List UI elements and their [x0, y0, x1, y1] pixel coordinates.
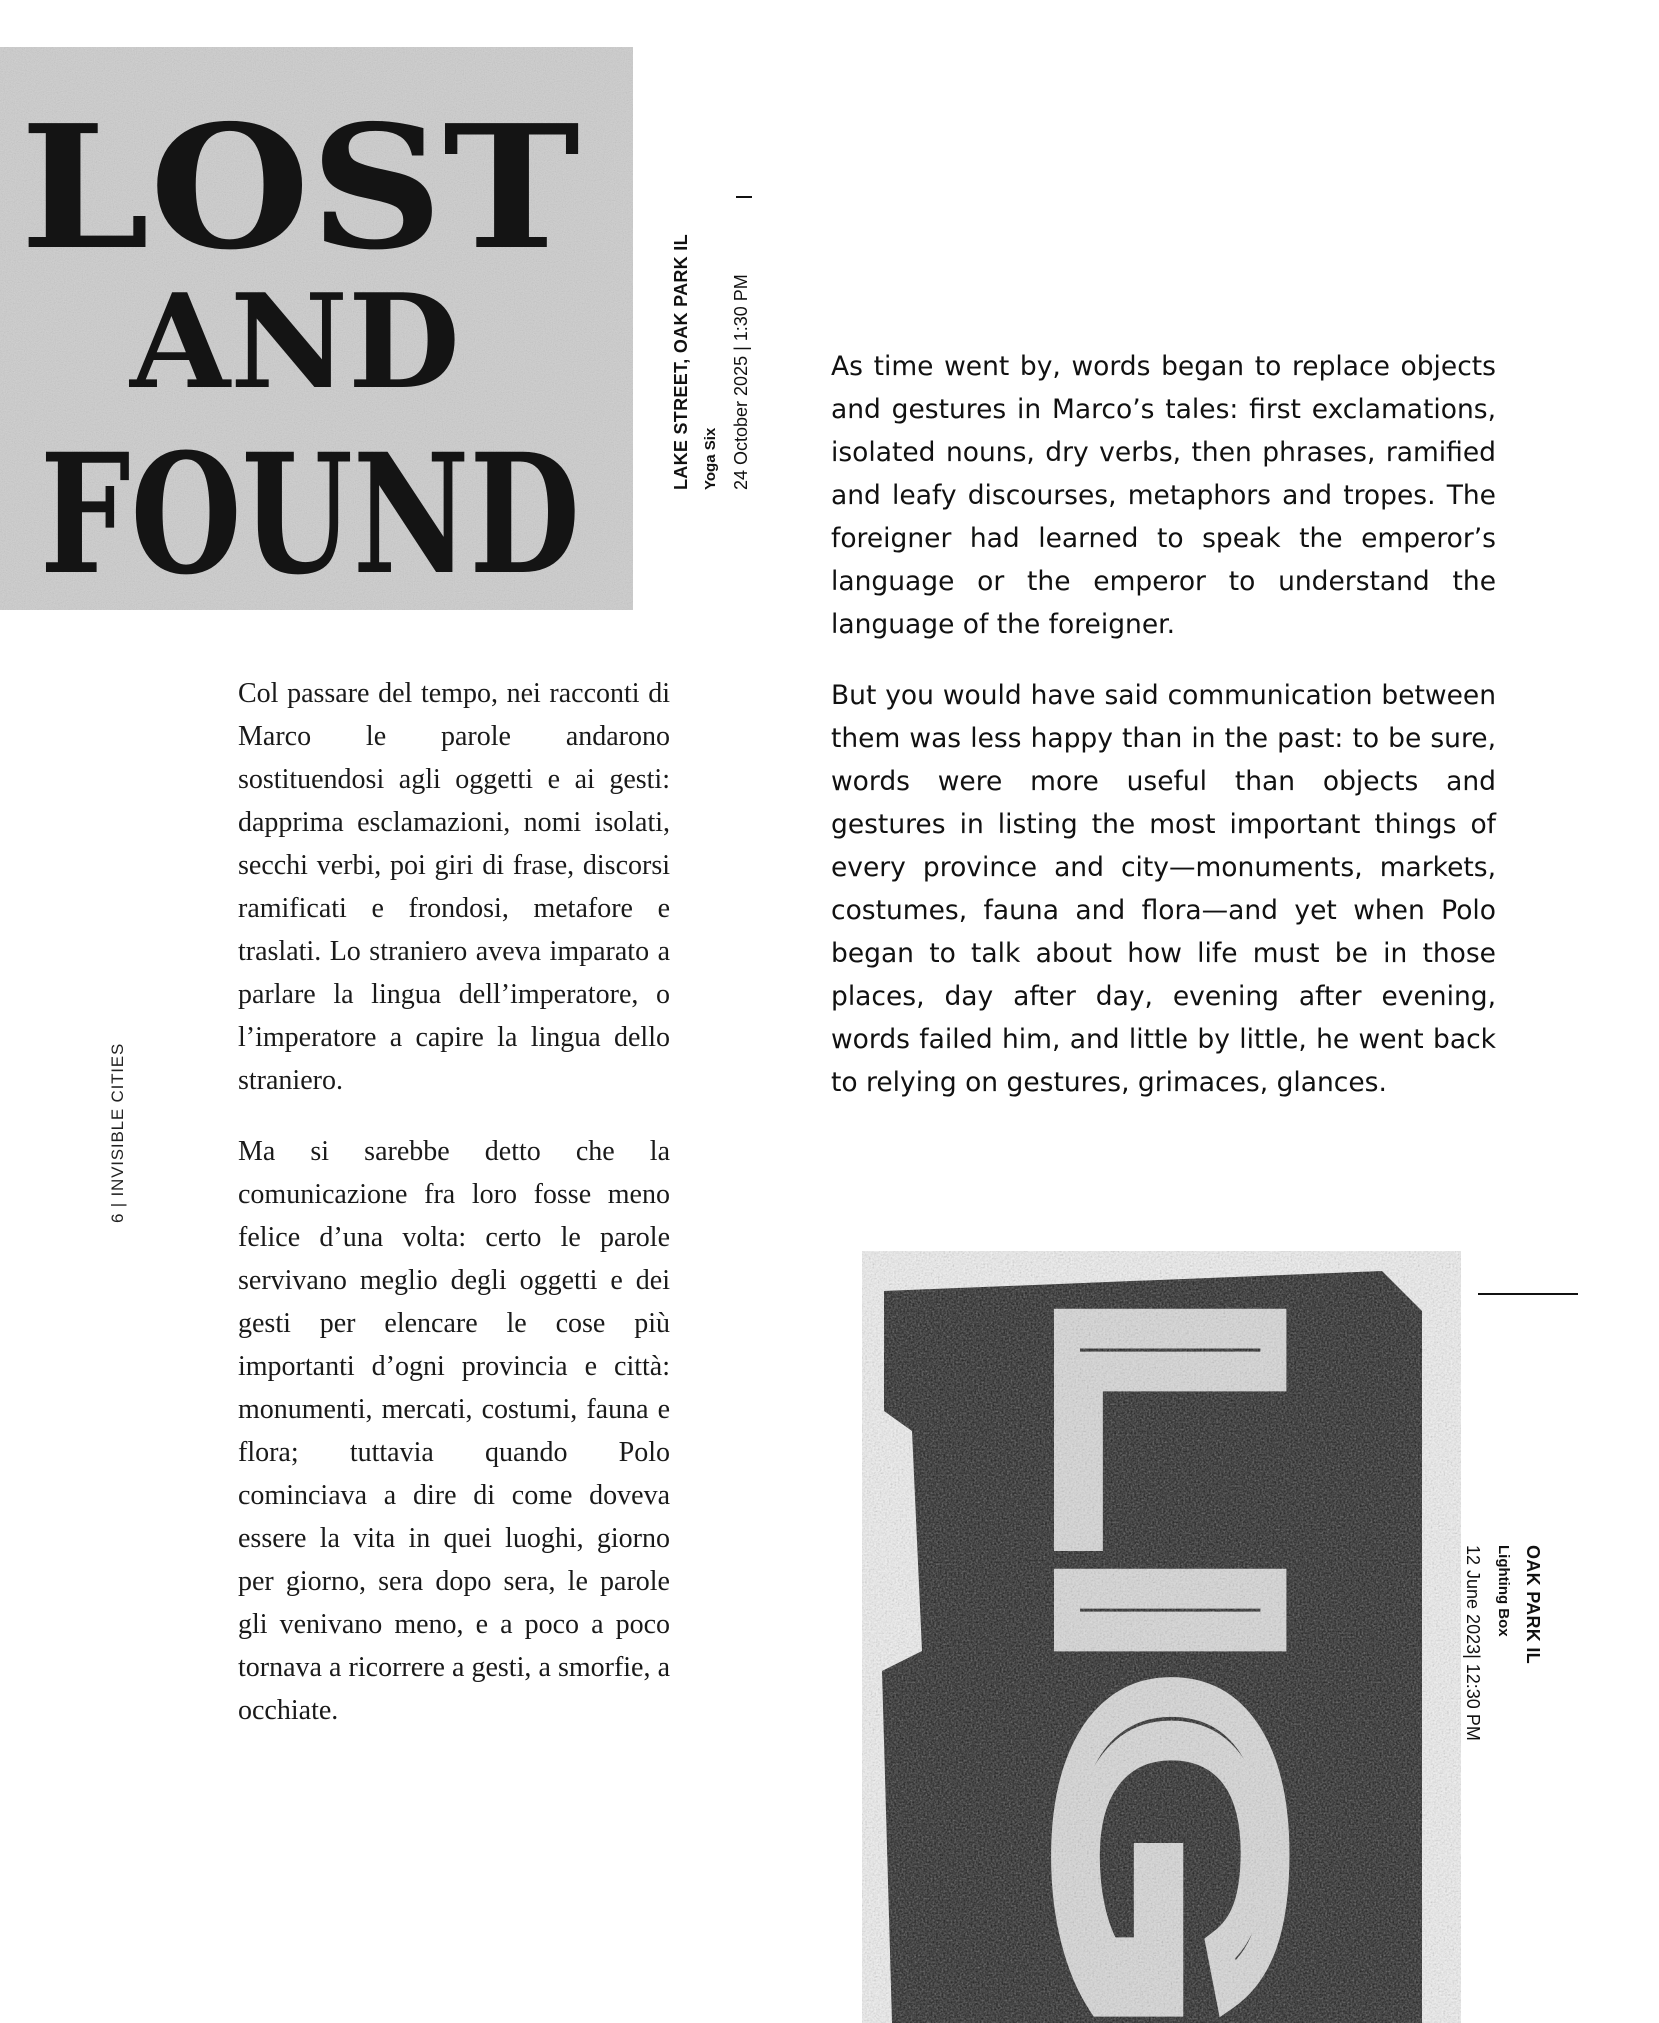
english-text-column: [831, 345, 1496, 1132]
english-paragraph-2: But you would have said communication between them was less happy than in the past: to be sure, words were more useful than objects and gestures in listing the most important things of every province and city—monuments, markets, costumes, fauna and flora—and yet when Polo began to talk about how life must be in those places, day after day, evening after evening, words failed him, and little by little, he went back to relying on gestures, grimaces, glances.: [831, 680, 1496, 1098]
lost-and-found-photo: [0, 47, 633, 610]
caption-rule: [1478, 1293, 1578, 1295]
caption-place: LAKE STREET, OAK PARK IL: [671, 234, 691, 490]
italian-paragraph-1: Col passare del tempo, nei racconti di Marco le parole andarono sostituendosi agli oggetti e ai gesti: dapprima esclamazioni, nomi isolati, secchi verbi, poi giri di frase, discorsi ramificati e frondosi, metafore e traslati. Lo straniero aveva imparato a parlare la lingua dell’imperatore, o l’imperatore a capire la lingua dello straniero.: [238, 678, 670, 1096]
english-paragraph-1: As time went by, words began to replace objects and gestures in Marco’s tales: first exclamations, isolated nouns, dry verbs, then phrases, ramified and leafy discourses, metaphors and tropes. The foreigner had learned to speak the emperor’s language or the emperor to understand the language of the foreigner.: [831, 351, 1496, 640]
caption-venue: Lighting Box: [1495, 1545, 1512, 1637]
sign-line-lost: LOST: [20, 88, 580, 288]
italian-text-column: [238, 672, 670, 1760]
caption-datetime: 12 June 2023| 12:30 PM: [1463, 1545, 1483, 1741]
caption-datetime: 24 October 2025 | 1:30 PM: [731, 274, 751, 490]
sign-line-and: AND: [128, 265, 461, 418]
caption-rule: [736, 196, 752, 198]
running-head: 6 | INVISIBLE CITIES: [108, 1042, 127, 1223]
italian-paragraph-2: Ma si sarebbe detto che la comunicazione fra loro fosse meno felice d’una volta: certo le parole servivano meglio degli oggetti e dei gesti per elencare le cose più importanti d’ogni provincia e città: monumenti, mercati, costumi, fauna e flora; tuttavia quando Polo cominciava a dire di come doveva essere la vita in quei luoghi, giorno per giorno, sera dopo sera, le parole gli venivano meno, e a poco a poco tornava a ricorrere a gesti, a smorfie, a occhiate.: [238, 1136, 670, 1726]
sign-line-found: FOUND: [40, 417, 580, 610]
caption-venue: Yoga Six: [702, 427, 719, 490]
lighting-sign-photo: [862, 1251, 1461, 2023]
photo-caption-bottom: [1458, 1545, 1548, 1741]
photo-caption-top: [666, 234, 756, 490]
caption-place: OAK PARK IL: [1523, 1545, 1543, 1664]
